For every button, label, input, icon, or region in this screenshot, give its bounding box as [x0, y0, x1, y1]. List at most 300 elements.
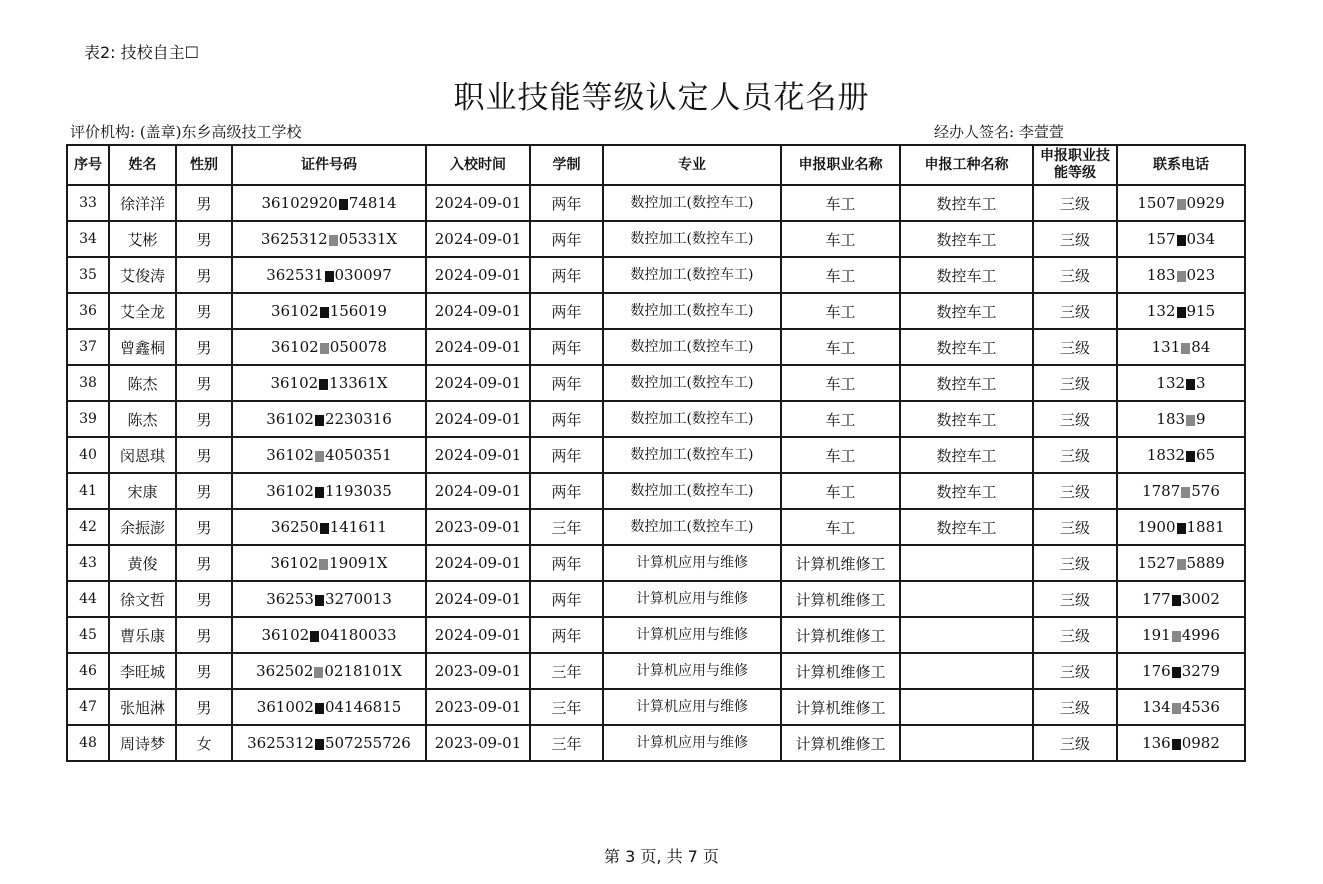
cell-seq: 44 — [67, 581, 109, 617]
id-number-visible-start: 36102 — [261, 626, 310, 644]
redaction-mark — [1177, 199, 1186, 210]
id-number-visible-end: 141611 — [329, 518, 387, 536]
cell-enroll-date: 2023-09-01 — [426, 653, 530, 689]
document-title: 职业技能等级认定人员花名册 — [453, 80, 870, 116]
cell-phone — [1117, 509, 1245, 545]
cell-occupation: 计算机维修工 — [781, 689, 900, 725]
redaction-mark — [325, 271, 334, 282]
table-header-row — [67, 145, 1245, 185]
redaction-mark — [1177, 307, 1186, 318]
id-number-visible-start: 36102 — [271, 338, 319, 356]
cell-phone — [1117, 725, 1245, 761]
cell-level: 三级 — [1033, 617, 1117, 653]
table-row — [67, 509, 1245, 545]
cell-id-number — [232, 293, 426, 329]
cell-seq: 34 — [67, 221, 109, 257]
cell-level: 三级 — [1033, 257, 1117, 293]
table-row — [67, 329, 1245, 365]
column-header: 序号 — [67, 145, 109, 185]
cell-seq: 42 — [67, 509, 109, 545]
table-label: 表2: 技校自主☐ — [84, 43, 200, 62]
cell-gender: 男 — [176, 365, 232, 401]
cell-level: 三级 — [1033, 221, 1117, 257]
redaction-mark — [1186, 415, 1195, 426]
id-number-visible-start: 36102920 — [261, 194, 338, 212]
redaction-mark — [310, 631, 319, 642]
cell-major: 计算机应用与维修 — [603, 689, 781, 725]
cell-id-number — [232, 725, 426, 761]
phone-visible-end: 3 — [1196, 374, 1206, 392]
cell-gender: 男 — [176, 257, 232, 293]
redaction-mark — [320, 343, 329, 354]
cell-seq: 40 — [67, 437, 109, 473]
id-number-visible-end: 0218101X — [324, 662, 402, 680]
cell-trade: 数控车工 — [900, 293, 1033, 329]
table-row — [67, 185, 1245, 221]
redaction-mark — [1177, 523, 1186, 534]
column-header: 姓名 — [109, 145, 176, 185]
cell-level: 三级 — [1033, 509, 1117, 545]
cell-name: 闵恩琪 — [109, 437, 176, 473]
cell-occupation: 车工 — [781, 401, 900, 437]
cell-name: 徐文哲 — [109, 581, 176, 617]
cell-level: 三级 — [1033, 473, 1117, 509]
cell-trade: 数控车工 — [900, 473, 1033, 509]
cell-program-length: 三年 — [530, 725, 603, 761]
cell-name: 曹乐康 — [109, 617, 176, 653]
cell-program-length: 两年 — [530, 329, 603, 365]
cell-gender: 男 — [176, 509, 232, 545]
column-header: 申报职业技能等级 — [1033, 145, 1117, 185]
redaction-mark — [320, 523, 329, 534]
cell-occupation: 计算机维修工 — [781, 653, 900, 689]
id-number-visible-end: 19091X — [329, 554, 388, 572]
id-number-visible-start: 36102 — [271, 302, 319, 320]
cell-enroll-date: 2024-09-01 — [426, 617, 530, 653]
cell-seq: 48 — [67, 725, 109, 761]
phone-visible-start: 183 — [1146, 266, 1176, 284]
cell-enroll-date: 2024-09-01 — [426, 473, 530, 509]
phone-visible-end: 915 — [1186, 302, 1216, 320]
column-header: 证件号码 — [232, 145, 426, 185]
cell-trade: 数控车工 — [900, 401, 1033, 437]
cell-level: 三级 — [1033, 653, 1117, 689]
phone-visible-end: 3279 — [1181, 662, 1220, 680]
table-row — [67, 653, 1245, 689]
cell-gender: 男 — [176, 653, 232, 689]
redaction-mark — [1177, 271, 1186, 282]
phone-visible-end: 9 — [1196, 410, 1206, 428]
table-row — [67, 617, 1245, 653]
column-header: 学制 — [530, 145, 603, 185]
cell-name: 艾全龙 — [109, 293, 176, 329]
cell-id-number — [232, 257, 426, 293]
cell-enroll-date: 2024-09-01 — [426, 437, 530, 473]
cell-gender: 男 — [176, 689, 232, 725]
cell-level: 三级 — [1033, 365, 1117, 401]
redaction-mark — [315, 703, 324, 714]
cell-major: 数控加工(数控车工) — [603, 221, 781, 257]
cell-enroll-date: 2024-09-01 — [426, 329, 530, 365]
cell-enroll-date: 2024-09-01 — [426, 401, 530, 437]
redaction-mark — [1181, 487, 1190, 498]
phone-visible-end: 4536 — [1181, 698, 1220, 716]
page-number: 第 3 页, 共 7 页 — [604, 847, 719, 866]
cell-phone — [1117, 365, 1245, 401]
redaction-mark — [1177, 235, 1186, 246]
id-number-visible-start: 36102 — [270, 374, 319, 392]
id-number-visible-start: 362531 — [266, 266, 324, 284]
cell-phone — [1117, 689, 1245, 725]
cell-occupation: 计算机维修工 — [781, 725, 900, 761]
phone-visible-end: 4996 — [1181, 626, 1220, 644]
redaction-mark — [1177, 559, 1186, 570]
cell-name: 余振澎 — [109, 509, 176, 545]
cell-enroll-date: 2024-09-01 — [426, 185, 530, 221]
id-number-visible-start: 36102 — [266, 482, 314, 500]
redaction-mark — [1186, 379, 1195, 390]
cell-major: 数控加工(数控车工) — [603, 401, 781, 437]
phone-visible-start: 132 — [1156, 374, 1186, 392]
column-header: 入校时间 — [426, 145, 530, 185]
cell-name: 徐洋洋 — [109, 185, 176, 221]
table-row — [67, 689, 1245, 725]
cell-id-number — [232, 185, 426, 221]
cell-program-length: 三年 — [530, 689, 603, 725]
cell-enroll-date: 2024-09-01 — [426, 581, 530, 617]
cell-occupation: 车工 — [781, 293, 900, 329]
roster-table — [66, 144, 1246, 762]
cell-name: 艾彬 — [109, 221, 176, 257]
id-number-visible-end: 2230316 — [324, 410, 392, 428]
cell-trade: 数控车工 — [900, 185, 1033, 221]
phone-visible-start: 1527 — [1137, 554, 1176, 572]
column-header: 联系电话 — [1117, 145, 1245, 185]
cell-gender: 男 — [176, 617, 232, 653]
id-number-visible-end: 04180033 — [320, 626, 397, 644]
cell-phone — [1117, 581, 1245, 617]
cell-program-length: 两年 — [530, 545, 603, 581]
cell-trade: 数控车工 — [900, 365, 1033, 401]
cell-phone — [1117, 329, 1245, 365]
id-number-visible-end: 74814 — [348, 194, 397, 212]
phone-visible-start: 132 — [1146, 302, 1176, 320]
cell-enroll-date: 2023-09-01 — [426, 509, 530, 545]
cell-id-number — [232, 365, 426, 401]
cell-id-number — [232, 437, 426, 473]
redaction-mark — [319, 379, 328, 390]
cell-phone — [1117, 401, 1245, 437]
table-row — [67, 401, 1245, 437]
cell-major: 数控加工(数控车工) — [603, 329, 781, 365]
cell-level: 三级 — [1033, 401, 1117, 437]
cell-seq: 33 — [67, 185, 109, 221]
cell-trade: 数控车工 — [900, 437, 1033, 473]
id-number-visible-end: 04146815 — [324, 698, 402, 716]
redaction-mark — [339, 199, 348, 210]
phone-visible-end: 034 — [1186, 230, 1216, 248]
cell-phone — [1117, 185, 1245, 221]
phone-visible-end: 0929 — [1186, 194, 1225, 212]
cell-id-number — [232, 689, 426, 725]
redaction-mark — [315, 595, 324, 606]
cell-level: 三级 — [1033, 545, 1117, 581]
id-number-visible-end: 05331X — [338, 230, 398, 248]
table-body — [67, 185, 1245, 761]
phone-visible-end: 023 — [1186, 266, 1216, 284]
cell-phone — [1117, 473, 1245, 509]
cell-program-length: 两年 — [530, 617, 603, 653]
cell-occupation: 计算机维修工 — [781, 617, 900, 653]
cell-trade: 数控车工 — [900, 221, 1033, 257]
cell-program-length: 两年 — [530, 365, 603, 401]
cell-enroll-date: 2024-09-01 — [426, 221, 530, 257]
cell-trade: 数控车工 — [900, 329, 1033, 365]
redaction-mark — [1172, 739, 1181, 750]
phone-visible-start: 157 — [1146, 230, 1176, 248]
cell-seq: 36 — [67, 293, 109, 329]
table-row — [67, 581, 1245, 617]
cell-major: 数控加工(数控车工) — [603, 293, 781, 329]
cell-phone — [1117, 617, 1245, 653]
cell-phone — [1117, 221, 1245, 257]
cell-gender: 男 — [176, 437, 232, 473]
phone-visible-end: 0982 — [1181, 734, 1220, 752]
cell-program-length: 两年 — [530, 257, 603, 293]
phone-visible-end: 1881 — [1186, 518, 1225, 536]
cell-major: 数控加工(数控车工) — [603, 257, 781, 293]
cell-gender: 男 — [176, 581, 232, 617]
column-header: 申报工种名称 — [900, 145, 1033, 185]
redaction-mark — [1172, 595, 1181, 606]
cell-major: 数控加工(数控车工) — [603, 473, 781, 509]
cell-phone — [1117, 257, 1245, 293]
cell-trade — [900, 725, 1033, 761]
cell-level: 三级 — [1033, 437, 1117, 473]
cell-enroll-date: 2023-09-01 — [426, 725, 530, 761]
cell-occupation: 计算机维修工 — [781, 581, 900, 617]
table-row — [67, 293, 1245, 329]
cell-program-length: 两年 — [530, 437, 603, 473]
cell-program-length: 两年 — [530, 293, 603, 329]
cell-program-length: 三年 — [530, 509, 603, 545]
phone-visible-start: 134 — [1142, 698, 1171, 716]
cell-gender: 男 — [176, 293, 232, 329]
redaction-mark — [315, 487, 324, 498]
cell-id-number — [232, 221, 426, 257]
cell-name: 张旭淋 — [109, 689, 176, 725]
cell-major: 计算机应用与维修 — [603, 617, 781, 653]
column-header: 专业 — [603, 145, 781, 185]
phone-visible-start: 191 — [1142, 626, 1171, 644]
cell-occupation: 车工 — [781, 437, 900, 473]
cell-occupation: 车工 — [781, 473, 900, 509]
cell-program-length: 两年 — [530, 581, 603, 617]
cell-enroll-date: 2024-09-01 — [426, 293, 530, 329]
cell-seq: 46 — [67, 653, 109, 689]
cell-occupation: 车工 — [781, 329, 900, 365]
redaction-mark — [1172, 631, 1181, 642]
redaction-mark — [319, 559, 328, 570]
id-number-visible-end: 050078 — [329, 338, 387, 356]
redaction-mark — [314, 667, 323, 678]
cell-enroll-date: 2024-09-01 — [426, 545, 530, 581]
cell-phone — [1117, 437, 1245, 473]
cell-gender: 男 — [176, 473, 232, 509]
cell-phone — [1117, 653, 1245, 689]
cell-trade — [900, 653, 1033, 689]
table-row — [67, 221, 1245, 257]
cell-gender: 男 — [176, 185, 232, 221]
cell-trade: 数控车工 — [900, 509, 1033, 545]
cell-phone — [1117, 545, 1245, 581]
signer-name: 经办人签名: 李萱萱 — [934, 123, 1064, 141]
phone-visible-start: 183 — [1156, 410, 1186, 428]
cell-seq: 39 — [67, 401, 109, 437]
redaction-mark — [315, 451, 324, 462]
phone-visible-start: 1787 — [1142, 482, 1181, 500]
id-number-visible-start: 361002 — [256, 698, 314, 716]
cell-major: 计算机应用与维修 — [603, 581, 781, 617]
cell-major: 计算机应用与维修 — [603, 725, 781, 761]
cell-gender: 男 — [176, 329, 232, 365]
cell-trade — [900, 581, 1033, 617]
redaction-mark — [320, 307, 329, 318]
cell-gender: 女 — [176, 725, 232, 761]
cell-major: 数控加工(数控车工) — [603, 437, 781, 473]
cell-level: 三级 — [1033, 293, 1117, 329]
redaction-mark — [1186, 451, 1195, 462]
cell-occupation: 车工 — [781, 365, 900, 401]
cell-trade — [900, 689, 1033, 725]
cell-program-length: 三年 — [530, 653, 603, 689]
id-number-visible-start: 36102 — [266, 446, 314, 464]
id-number-visible-start: 3625312 — [260, 230, 328, 248]
cell-occupation: 车工 — [781, 509, 900, 545]
id-number-visible-start: 36250 — [271, 518, 319, 536]
cell-id-number — [232, 653, 426, 689]
cell-occupation: 车工 — [781, 257, 900, 293]
cell-seq: 47 — [67, 689, 109, 725]
column-header: 性别 — [176, 145, 232, 185]
cell-major: 计算机应用与维修 — [603, 545, 781, 581]
id-number-visible-start: 362502 — [256, 662, 314, 680]
cell-program-length: 两年 — [530, 185, 603, 221]
cell-name: 艾俊涛 — [109, 257, 176, 293]
phone-visible-start: 1507 — [1137, 194, 1176, 212]
cell-id-number — [232, 329, 426, 365]
cell-id-number — [232, 401, 426, 437]
cell-id-number — [232, 617, 426, 653]
cell-seq: 35 — [67, 257, 109, 293]
cell-id-number — [232, 473, 426, 509]
cell-major: 计算机应用与维修 — [603, 653, 781, 689]
redaction-mark — [315, 415, 324, 426]
redaction-mark — [1172, 667, 1181, 678]
cell-id-number — [232, 509, 426, 545]
cell-seq: 38 — [67, 365, 109, 401]
evaluation-org: 评价机构: (盖章)东乡高级技工学校 — [70, 123, 302, 141]
cell-enroll-date: 2023-09-01 — [426, 689, 530, 725]
cell-seq: 43 — [67, 545, 109, 581]
redaction-mark — [329, 235, 338, 246]
cell-level: 三级 — [1033, 725, 1117, 761]
redaction-mark — [1172, 703, 1181, 714]
cell-major: 数控加工(数控车工) — [603, 185, 781, 221]
phone-visible-start: 176 — [1142, 662, 1171, 680]
cell-level: 三级 — [1033, 689, 1117, 725]
cell-seq: 41 — [67, 473, 109, 509]
cell-name: 陈杰 — [109, 365, 176, 401]
cell-program-length: 两年 — [530, 401, 603, 437]
cell-name: 陈杰 — [109, 401, 176, 437]
cell-seq: 37 — [67, 329, 109, 365]
phone-visible-end: 3002 — [1181, 590, 1220, 608]
id-number-visible-end: 4050351 — [324, 446, 392, 464]
table-row — [67, 545, 1245, 581]
cell-name: 黄俊 — [109, 545, 176, 581]
phone-visible-end: 576 — [1191, 482, 1220, 500]
table-row — [67, 257, 1245, 293]
redaction-mark — [315, 739, 324, 750]
id-number-visible-end: 156019 — [329, 302, 387, 320]
cell-enroll-date: 2024-09-01 — [426, 365, 530, 401]
id-number-visible-start: 3625312 — [247, 734, 314, 752]
column-header: 申报职业名称 — [781, 145, 900, 185]
cell-name: 李旺城 — [109, 653, 176, 689]
cell-trade — [900, 617, 1033, 653]
cell-major: 数控加工(数控车工) — [603, 509, 781, 545]
cell-level: 三级 — [1033, 581, 1117, 617]
table-row — [67, 365, 1245, 401]
table-row — [67, 473, 1245, 509]
cell-name: 曾鑫桐 — [109, 329, 176, 365]
table-row — [67, 437, 1245, 473]
id-number-visible-end: 3270013 — [324, 590, 392, 608]
phone-visible-end: 5889 — [1186, 554, 1225, 572]
phone-visible-start: 131 — [1151, 338, 1181, 356]
cell-trade — [900, 545, 1033, 581]
cell-name: 周诗梦 — [109, 725, 176, 761]
cell-gender: 男 — [176, 545, 232, 581]
phone-visible-start: 1900 — [1137, 518, 1176, 536]
table-row — [67, 725, 1245, 761]
cell-major: 数控加工(数控车工) — [603, 365, 781, 401]
id-number-visible-start: 36102 — [270, 554, 319, 572]
redaction-mark — [1181, 343, 1190, 354]
phone-visible-end: 84 — [1191, 338, 1211, 356]
cell-id-number — [232, 545, 426, 581]
cell-program-length: 两年 — [530, 221, 603, 257]
cell-gender: 男 — [176, 221, 232, 257]
id-number-visible-end: 1193035 — [324, 482, 392, 500]
cell-trade: 数控车工 — [900, 257, 1033, 293]
id-number-visible-end: 030097 — [334, 266, 392, 284]
phone-visible-end: 65 — [1196, 446, 1216, 464]
id-number-visible-start: 36253 — [266, 590, 314, 608]
id-number-visible-start: 36102 — [266, 410, 314, 428]
id-number-visible-end: 13361X — [329, 374, 388, 392]
phone-visible-start: 136 — [1142, 734, 1171, 752]
cell-level: 三级 — [1033, 329, 1117, 365]
cell-name: 宋康 — [109, 473, 176, 509]
phone-visible-start: 177 — [1142, 590, 1171, 608]
id-number-visible-end: 507255726 — [324, 734, 411, 752]
cell-seq: 45 — [67, 617, 109, 653]
phone-visible-start: 1832 — [1146, 446, 1186, 464]
cell-occupation: 车工 — [781, 221, 900, 257]
cell-enroll-date: 2024-09-01 — [426, 257, 530, 293]
